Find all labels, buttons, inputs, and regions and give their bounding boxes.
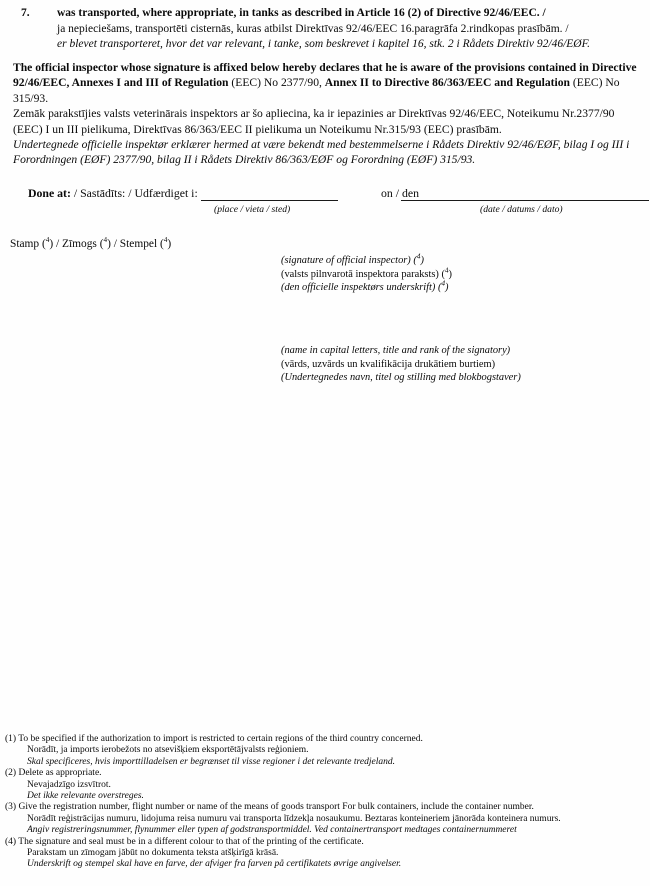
footnote-4 [5,837,650,871]
name-caption-en: (name in capital letters, title and rank of the signatory) [281,345,511,356]
footnote-3-lv: Norādīt reģistrācijas numuru, lidojuma reisa numuru vai transporta līdzekļa nosaukumu. Beztaras konteineriem jānorāda konteinera numurs. [27,813,561,824]
name-caption-block [281,344,521,385]
declaration-block [13,60,641,168]
declaration-text-en [13,60,641,106]
done-at-label [28,186,198,201]
footnote-3 [5,802,650,836]
footnote-1-da: Skal specificeres, hvis importtilladelsen er begrænset til visse regioner i det relevante tredjeland. [27,756,395,767]
signature-caption-lv-text: (valsts pilnvarotā inspektora paraksts) [281,268,439,280]
clause-text-en: was transported, where appropriate, in tanks as described in Article 16 (2) of Directive 92/46/EEC. / [57,7,546,19]
footnote-2-en [5,768,650,779]
date-caption: (date / datums / dato) [480,204,563,215]
stamp-sep-1: / [53,238,63,250]
name-caption-lv: (vārds, uzvārds un kvalifikācija drukātiem burtiem) [281,358,496,370]
clause-text-da: er blevet transporteret, hvor det var relevant, i tanke, som beskrevet i kapitel 16, stk. 2 i Rådets Direktiv 92/46/EØF. [57,38,591,50]
footnote-1-marker: (1) [5,734,17,744]
footnote-2-en-text: Delete as appropriate. [18,768,102,779]
stamp-label-lv: Zīmogs [62,238,97,250]
footnote-3-da: Angiv registreringsnummer, flynummer eller typen af godstransportmiddel. Ved containertransport medtages containernummeret [27,825,517,836]
declaration-en-part1: The official inspector whose signature is affixed below hereby declares that he is aware of the provisions contained in Directive 92/46/EEC, [13,61,637,90]
footnote-4-marker: (4) [5,836,17,847]
footnote-3-en-text: Give the registration number, flight number or name of the means of goods transport For bulk containers, include the container number. [18,802,534,813]
footnote-1-lv: Norādīt, ja imports ierobežots no atsevišķiem eksportētājvalsts reģioniem. [27,745,309,756]
stamp-sep-2: / [110,238,120,250]
signature-caption-en-text: (signature of official inspector) [281,255,411,266]
name-caption-da: (Undertegnedes navn, titel og stilling med blokbogstaver) [281,372,521,384]
done-at-label-rest: / Sastādīts: / Udfærdiget i: [70,186,198,200]
stamp-label: Stamp ($^4$) / Zīmogs ($^4$) / Stempel ($^4$) [10,236,172,250]
footnote-2-da: Det ikke relevante overstreges. [27,791,144,802]
declaration-text-lv: Zemāk parakstījies valsts veterinārais inspektors ar šo apliecina, ka ir iepazinies ar Direktīvas 92/46/EEC, Noteikumu Nr.2377/90 (EEC) I un III pielikuma, Direktīvas 86/363/EEC II pielikuma un Noteikumu Nr.315/93 (EEC) prasībām. [13,107,615,136]
declaration-en-plain3: (EEC) No 315/93. [13,76,620,105]
footnotes-block [5,734,650,871]
place-caption: (place / vieta / sted) [214,204,291,215]
stamp-label-en: Stamp [10,238,40,250]
footnote-2-marker: (2) [5,768,17,779]
footnote-2 [5,768,650,802]
signature-caption-lv: (valsts pilnvarotā inspektora paraksts) ($^4$) [281,266,452,280]
footnote-2-lv: Nevajadzīgo izsvītrot. [27,779,111,790]
signature-footnote-ref-da: 4 [441,279,446,288]
clause-number: 7. [21,7,30,19]
footnote-4-da: Underskrift og stempel skal have en farve, der afviger fra farven på certifikatets øvrige angivelser. [27,859,402,870]
footnote-3-marker: (3) [5,802,17,813]
done-at-row [28,186,650,226]
signature-footnote-ref-lv: 4 [444,266,449,275]
footnote-4-en [5,837,650,848]
declaration-text-da: Undertegnede officielle inspektør erklærer hermed at være bekendt med bestemmelserne i Rådets Direktiv 92/46/EØF, bilag I og III i Forordningen (EØF) 2377/90, bilag II i Rådets Direktiv 86/363/EØF og Forordning (EØF) 315/93. [13,138,630,167]
clause-7 [0,6,650,53]
place-input-line[interactable] [201,200,338,201]
signature-caption-en: (signature of official inspector) ($^4$) [281,252,424,266]
declaration-en-plain2: (EEC) No 2377/90, [231,76,325,90]
footnote-1-en-text: To be specified if the authorization to import is restricted to certain regions of the third country concerned. [18,734,423,744]
signature-caption-da-text: (den officielle inspektørs underskrift) [281,282,436,294]
stamp-label-da: Stempel [119,238,158,250]
date-input-line[interactable] [401,200,649,201]
on-den-label: on / den [381,186,420,200]
declaration-en-bold2: Annexes I and III of Regulation [71,76,232,90]
footnote-4-en-text: The signature and seal must be in a different colour to that of the printing of the certificate. [18,836,364,847]
declaration-en-bold3: Annex II to Directive 86/363/EEC and Regulation [324,76,573,90]
signature-caption-block [281,254,452,295]
footnote-4-lv: Parakstam un zīmogam jābūt no dokumenta teksta atšķirīgā krāsā. [27,848,279,859]
stamp-footnote-ref-en: 4 [45,236,50,245]
footnote-1 [5,734,650,768]
clause-text-block [57,6,642,53]
footnote-1-en [5,734,650,745]
done-at-label-bold: Done at: [28,186,71,200]
stamp-footnote-ref-da: 4 [163,236,168,245]
stamp-footnote-ref-lv: 4 [103,236,108,245]
signature-footnote-ref-en: 4 [416,252,421,261]
footnote-3-en [5,802,587,813]
signature-caption-da: (den officielle inspektørs underskrift) ($^4$) [281,279,449,294]
clause-text-lv: ja nepieciešams, transportēti cisternās, kuras atbilst Direktīvas 92/46/EEC 16.paragrāfa 2.rindkopas prasībām. / [57,22,569,35]
